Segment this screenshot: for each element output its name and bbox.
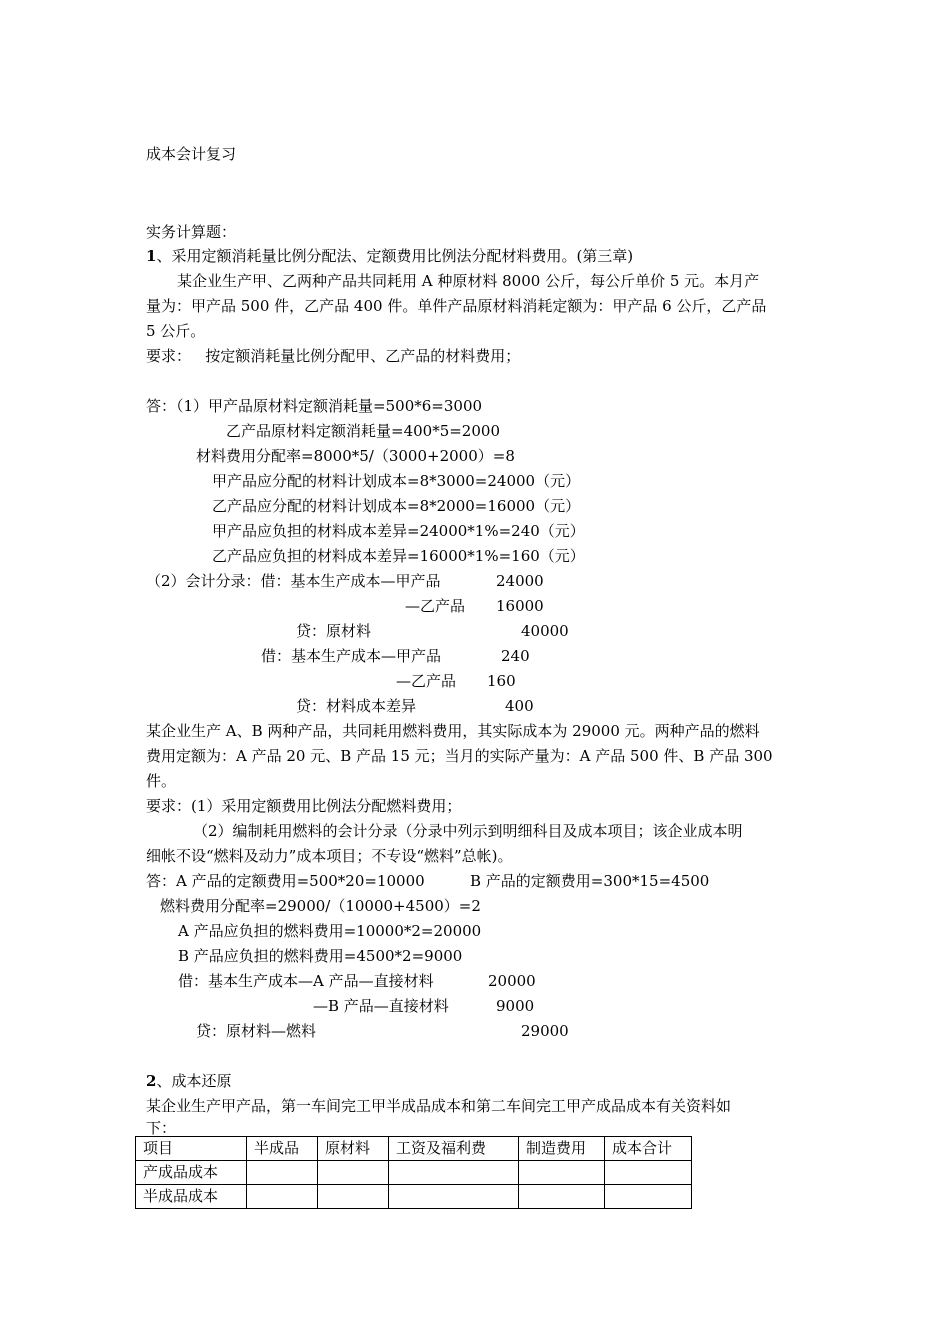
q1-heading: [146, 246, 633, 266]
q1-answer-line: 材料费用分配率=8000*5/（3000+2000）=8: [196, 447, 515, 465]
q1b-answer-line: B 产品应负担的燃料费用=4500*2=9000: [178, 947, 463, 965]
q1-entry-amount: 40000: [521, 622, 569, 640]
q1-answer-line: 答：（1）甲产品原材料定额消耗量=500*6=3000: [146, 397, 483, 415]
table-header-cell: 工资及福利费: [389, 1137, 519, 1161]
q1b-answer-line: 燃料费用分配率=29000/（10000+4500）=2: [160, 897, 481, 915]
q1-body-line-2: 量为：甲产品 500 件，乙产品 400 件。单件产品原材料消耗定额为：甲产品 6 公斤，乙产品: [146, 297, 767, 315]
q1-entry-amount: 240: [501, 647, 530, 665]
q1b-entry-amount: 20000: [488, 972, 536, 990]
q1-entry-amount: 160: [487, 672, 516, 690]
q1-entry-sub: —乙产品: [396, 672, 457, 690]
q1b-answer-line: B 产品的定额费用=300*15=4500: [470, 872, 710, 890]
q1-number: 1: [146, 247, 157, 265]
table-header-cell: 成本合计: [605, 1137, 692, 1161]
q1-requirement: 要求： 按定额消耗量比例分配甲、乙产品的材料费用；: [146, 347, 521, 365]
q1-answer-line: 乙产品应分配的材料计划成本=8*2000=16000（元）: [212, 497, 581, 515]
q2-heading-text: 、成本还原: [156, 1072, 232, 1090]
q1-body-line-3: 5 公斤。: [146, 322, 206, 340]
table-header-cell: 项目: [136, 1137, 247, 1161]
q1-entry-amount: 24000: [496, 572, 544, 590]
page-title: 成本会计复习: [146, 145, 237, 163]
q2-body-line-2: 下：: [146, 1119, 177, 1137]
q1-entry-credit-1: 贷：原材料: [296, 622, 372, 640]
q2-body-line-1: 某企业生产甲产品，第一车间完工甲半成品成本和第二车间完工甲产成品成本有关资料如: [146, 1097, 732, 1115]
table-row: [136, 1185, 692, 1209]
table-cell: [519, 1185, 605, 1209]
q1-answer-line: 甲产品应分配的材料计划成本=8*3000=24000（元）: [212, 472, 581, 490]
cost-table: [135, 1136, 692, 1209]
q1b-body-line-1: 某企业生产 A、B 两种产品，共同耗用燃料费用，其实际成本为 29000 元。两种产品的燃料: [146, 722, 760, 740]
table-cell: [519, 1161, 605, 1185]
q1-entry-debit-1: （2）会计分录：借：基本生产成本—甲产品: [146, 572, 441, 590]
q1-body-line-1: 某企业生产甲、乙两种产品共同耗用 A 种原材料 8000 公斤，每公斤单价 5 元。本月产: [177, 272, 760, 290]
table-cell: [389, 1185, 519, 1209]
table-row-label: 产成品成本: [136, 1161, 247, 1185]
q1b-requirement-line: 细帐不设“燃料及动力”成本项目；不专设“燃料”总帐)。: [146, 847, 513, 865]
q1-answer-line: 乙产品应负担的材料成本差异=16000*1%=160（元）: [212, 547, 585, 565]
q1-entry-amount: 16000: [496, 597, 544, 615]
table-row: [136, 1161, 692, 1185]
table-cell: [318, 1161, 389, 1185]
q1b-requirement-line: 要求：(1）采用定额费用比例法分配燃料费用；: [146, 797, 462, 815]
q1b-entry-debit: 借：基本生产成本—A 产品—直接材料: [178, 972, 434, 990]
q1-heading-text: 、采用定额消耗量比例分配法、定额费用比例法分配材料费用。(第三章): [156, 247, 634, 265]
table-cell: [247, 1185, 318, 1209]
q1b-requirement-line: （2）编制耗用燃料的会计分录（分录中列示到明细科目及成本项目；该企业成本明: [193, 822, 743, 840]
table-header-cell: 半成品: [247, 1137, 318, 1161]
table-cell: [247, 1161, 318, 1185]
q2-number: 2: [146, 1072, 157, 1090]
table-cell: [605, 1161, 692, 1185]
q1b-body-line-3: 件。: [146, 772, 177, 790]
q1b-answer-line: 答：A 产品的定额费用=500*20=10000: [146, 872, 425, 890]
q1-entry-credit-2: 贷：材料成本差异: [296, 697, 417, 715]
q1-answer-line: 甲产品应负担的材料成本差异=24000*1%=240（元）: [212, 522, 585, 540]
q1b-entry-amount: 9000: [496, 997, 535, 1015]
table-header-row: [136, 1137, 692, 1161]
q1b-entry-credit: 贷：原材料—燃料: [196, 1022, 317, 1040]
q1b-answer-line: A 产品应负担的燃料费用=10000*2=20000: [178, 922, 482, 940]
table-cell: [389, 1161, 519, 1185]
q1-answer-line: 乙产品原材料定额消耗量=400*5=2000: [226, 422, 500, 440]
q1-entry-amount: 400: [505, 697, 534, 715]
q1b-body-line-2: 费用定额为：A 产品 20 元、B 产品 15 元；当月的实际产量为：A 产品 500 件、B 产品 300: [146, 747, 773, 765]
table-row-label: 半成品成本: [136, 1185, 247, 1209]
q1-entry-debit-2: 借：基本生产成本—甲产品: [261, 647, 442, 665]
table-header-cell: 制造费用: [519, 1137, 605, 1161]
section-heading: 实务计算题：: [146, 223, 237, 241]
q1b-entry-sub: —B 产品—直接材料: [313, 997, 449, 1015]
q1-entry-sub: —乙产品: [405, 597, 466, 615]
q2-heading: [146, 1071, 231, 1091]
table-cell: [318, 1185, 389, 1209]
table-cell: [605, 1185, 692, 1209]
table-header-cell: 原材料: [318, 1137, 389, 1161]
q1b-entry-amount: 29000: [521, 1022, 569, 1040]
